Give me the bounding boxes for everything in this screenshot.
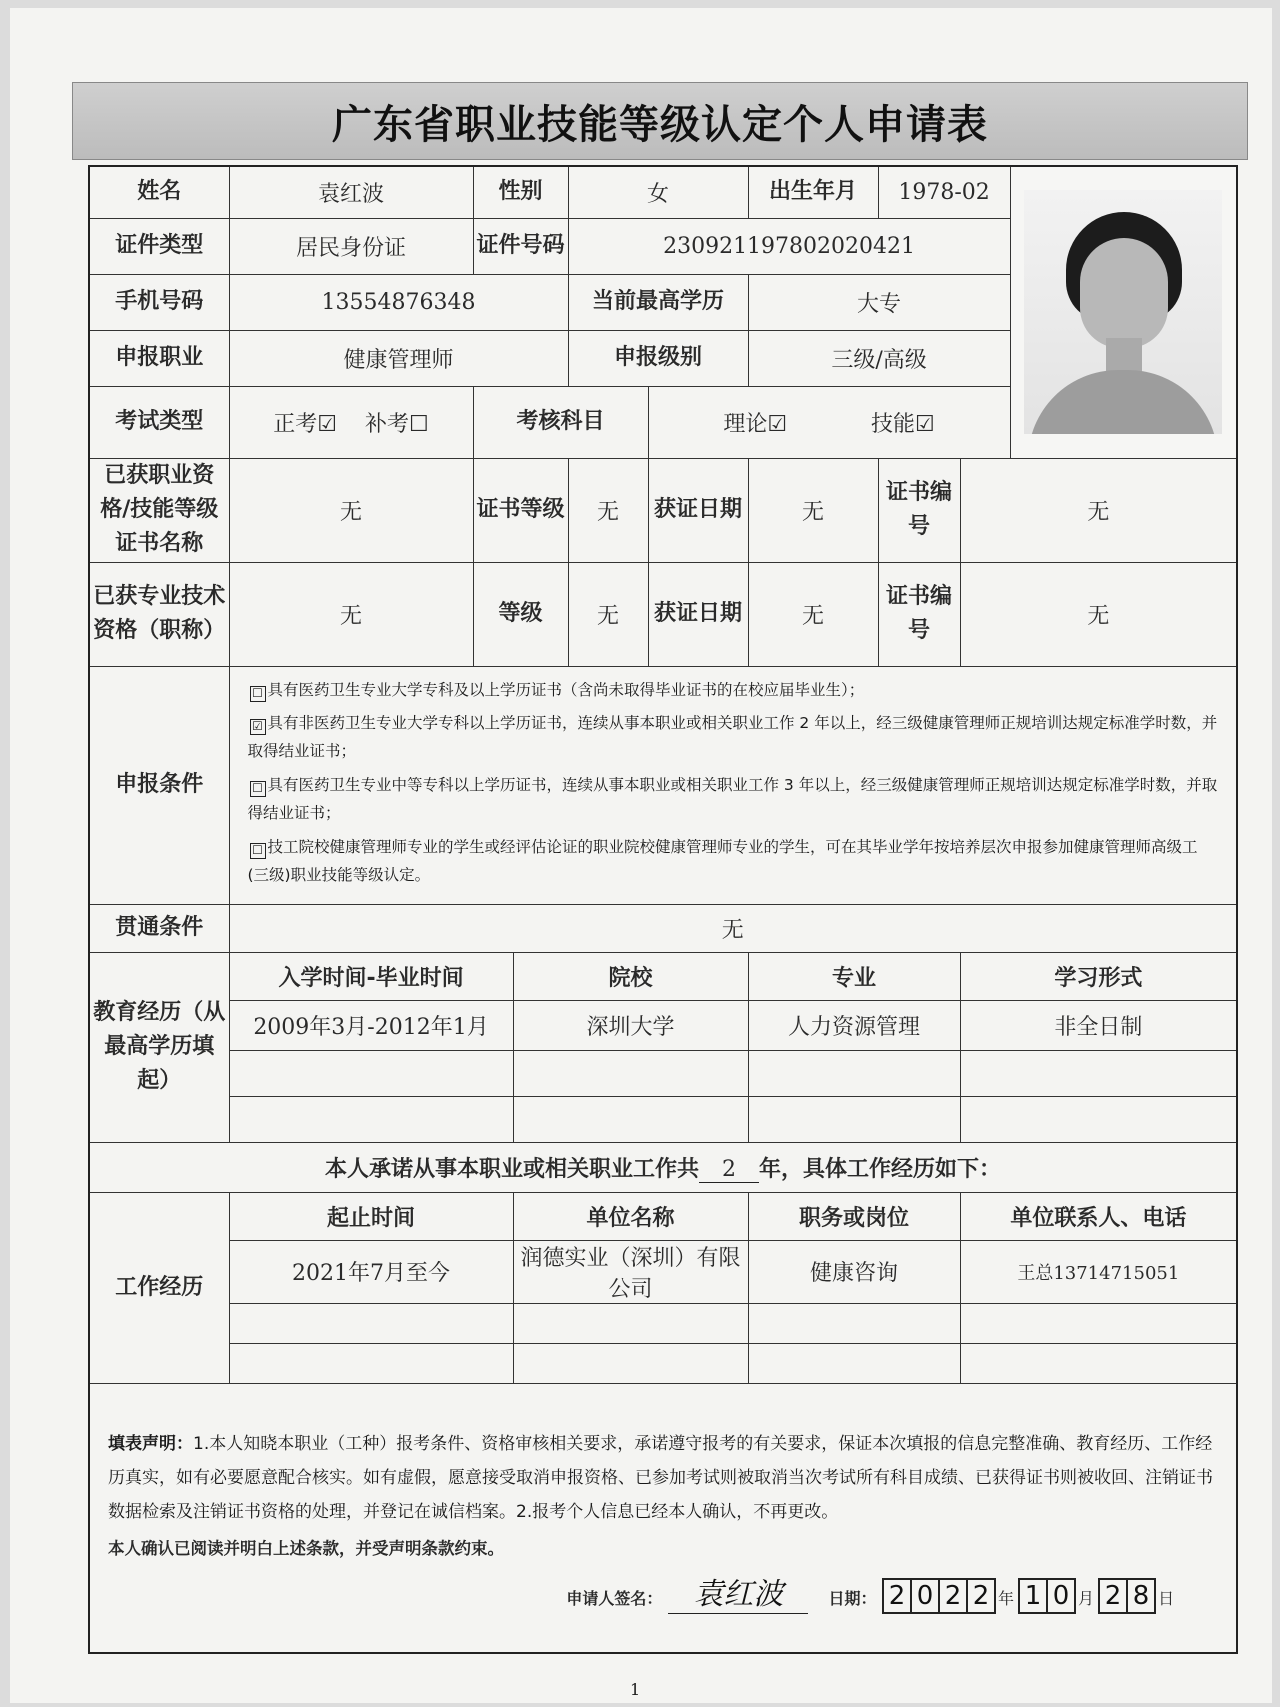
value-phone: 13554876348 [229, 274, 568, 330]
work-header-company: 单位名称 [513, 1192, 748, 1240]
label-cert-name: 已获职业资格/技能等级证书名称 [89, 458, 229, 562]
label-through: 贯通条件 [89, 904, 229, 952]
label-cert-grade: 证书等级 [473, 458, 568, 562]
label-edu-history: 教育经历（从最高学历填起） [89, 952, 229, 1142]
label-cert-date: 获证日期 [648, 458, 748, 562]
work-row: 2021年7月至今 润德实业（深圳）有限公司 健康咨询 王总13714715051 [89, 1240, 1237, 1303]
value-through: 无 [229, 904, 1237, 952]
value-name: 袁红波 [229, 166, 473, 218]
edu-header-school: 院校 [513, 952, 748, 1000]
condition-checkbox[interactable]: ☐ [250, 686, 266, 702]
date-year-digit[interactable]: 2 [966, 1578, 996, 1614]
promise-years: 2 [699, 1157, 759, 1183]
edu-row [89, 1096, 1237, 1142]
subject-options [648, 386, 1010, 458]
subject-skill-label: 技能 [871, 411, 916, 437]
signature-name[interactable]: 袁红波 [668, 1569, 808, 1614]
condition-item: ☐ 技工院校健康管理师专业的学生或经评估论证的职业院校健康管理师专业的学生，可在其毕业学年按培养层次申报参加健康管理师高级工(三级)职业技能等级认定。 [247, 837, 1198, 884]
edu-header-period: 入学时间-毕业时间 [229, 952, 513, 1000]
page-number: 1 [630, 1680, 641, 1699]
declaration-text: 1.本人知晓本职业（工种）报考条件、资格审核相关要求，承诺遵守报考的有关要求，保证本次填报的信息完整准确、教育经历、工作经历真实，如有必要愿意配合核实。如有虚假，愿意接受取消申报资格、已参加考试则被取消当次考试所有科目成绩、已获得证书则被收回、注销证书数据检索及注销证书资格的处理，并登记在诚信档案。2.报考个人信息已经本人确认，不再更改。 [108, 1434, 1213, 1523]
label-tech-name: 已获专业技术资格（职称） [89, 562, 229, 666]
date-year-digit[interactable]: 2 [882, 1578, 912, 1614]
condition-checkbox[interactable]: ☐ [250, 781, 266, 797]
exam-makeup-checkbox[interactable]: ☐ [409, 411, 429, 437]
value-cert-date: 无 [748, 458, 878, 562]
label-cert-no: 证书编号 [878, 458, 960, 562]
label-phone: 手机号码 [89, 274, 229, 330]
declaration-confirm: 本人确认已阅读并明白上述条款，并受声明条款约束。 [108, 1539, 504, 1559]
label-tech-no: 证书编号 [878, 562, 960, 666]
date-month-digit[interactable]: 0 [1046, 1578, 1076, 1614]
value-occupation: 健康管理师 [229, 330, 568, 386]
date-day-digit[interactable]: 2 [1098, 1578, 1128, 1614]
edu-row: 2009年3月-2012年1月 深圳大学 人力资源管理 非全日制 [89, 1000, 1237, 1050]
label-id-no: 证件号码 [473, 218, 568, 274]
condition-checkbox[interactable]: ☑ [250, 719, 266, 735]
application-form [88, 165, 1238, 1654]
exam-type-options [229, 386, 473, 458]
value-tech-grade: 无 [568, 562, 648, 666]
condition-item: ☐ 具有医药卫生专业中等专科以上学历证书，连续从事本职业或相关职业工作 3 年以上，经三级健康管理师正规培训达规定标准学时数，并取得结业证书； [247, 776, 1218, 823]
date-day-digit[interactable]: 8 [1126, 1578, 1156, 1614]
value-cert-no: 无 [960, 458, 1237, 562]
label-name: 姓名 [89, 166, 229, 218]
label-level: 申报级别 [568, 330, 748, 386]
label-gender: 性别 [473, 166, 568, 218]
declaration-lead: 填表声明： [108, 1434, 193, 1455]
work-header-position: 职务或岗位 [748, 1192, 960, 1240]
value-cert-grade: 无 [568, 458, 648, 562]
declaration [89, 1383, 1237, 1653]
label-conditions: 申报条件 [89, 666, 229, 904]
work-row [89, 1343, 1237, 1383]
value-id-no: 230921197802020421 [568, 218, 1010, 274]
value-id-type: 居民身份证 [229, 218, 473, 274]
applicant-photo [1024, 190, 1222, 434]
work-header-period: 起止时间 [229, 1192, 513, 1240]
work-promise: 本人承诺从事本职业或相关职业工作共 2 年，具体工作经历如下： [89, 1142, 1237, 1192]
subject-skill-checkbox[interactable]: ☑ [915, 411, 935, 437]
signature-label: 申请人签名： [566, 1589, 663, 1609]
edu-header-mode: 学习形式 [960, 952, 1237, 1000]
subject-theory-checkbox[interactable]: ☑ [767, 411, 788, 437]
form-title: 广东省职业技能等级认定个人申请表 [332, 101, 988, 148]
edu-row [89, 1050, 1237, 1096]
value-gender: 女 [568, 166, 748, 218]
work-header-contact: 单位联系人、电话 [960, 1192, 1237, 1240]
label-exam-type: 考试类型 [89, 386, 229, 458]
label-tech-date: 获证日期 [648, 562, 748, 666]
label-birth: 出生年月 [748, 166, 878, 218]
label-subjects: 考核科目 [473, 386, 648, 458]
value-education: 大专 [748, 274, 1010, 330]
value-cert-name: 无 [229, 458, 473, 562]
date-year-digit[interactable]: 0 [910, 1578, 940, 1614]
label-occupation: 申报职业 [89, 330, 229, 386]
value-tech-no: 无 [960, 562, 1237, 666]
conditions-list [229, 666, 1237, 904]
signature-row: 申请人签名： 袁红波 日期： 2 0 2 2 年 1 0 月 2 8 日 [108, 1569, 1218, 1614]
date-month-digit[interactable]: 1 [1018, 1578, 1048, 1614]
exam-regular-checkbox[interactable]: ☑ [317, 411, 338, 437]
subject-theory-label: 理论 [723, 411, 768, 437]
value-tech-name: 无 [229, 562, 473, 666]
label-id-type: 证件类型 [89, 218, 229, 274]
work-row [89, 1303, 1237, 1343]
date-label: 日期： [828, 1589, 877, 1609]
date-year-digit[interactable]: 2 [938, 1578, 968, 1614]
value-birth: 1978-02 [878, 166, 1010, 218]
value-tech-date: 无 [748, 562, 878, 666]
condition-item: ☐ 具有医药卫生专业大学专科及以上学历证书（含尚未取得毕业证书的在校应届毕业生）； [248, 677, 1219, 705]
condition-item: ☑ 具有非医药卫生专业大学专科以上学历证书，连续从事本职业或相关职业工作 2 年以上，经三级健康管理师正规培训达规定标准学时数，并取得结业证书； [247, 714, 1218, 761]
exam-makeup-label: 补考 [365, 411, 410, 437]
exam-regular-label: 正考 [273, 411, 318, 437]
condition-checkbox[interactable]: ☐ [250, 843, 266, 859]
edu-header-major: 专业 [748, 952, 960, 1000]
photo-cell [1010, 166, 1237, 458]
value-level: 三级/高级 [748, 330, 1010, 386]
label-tech-grade: 等级 [473, 562, 568, 666]
form-title-bar [72, 82, 1248, 160]
label-education: 当前最高学历 [568, 274, 748, 330]
label-work-history: 工作经历 [89, 1192, 229, 1383]
